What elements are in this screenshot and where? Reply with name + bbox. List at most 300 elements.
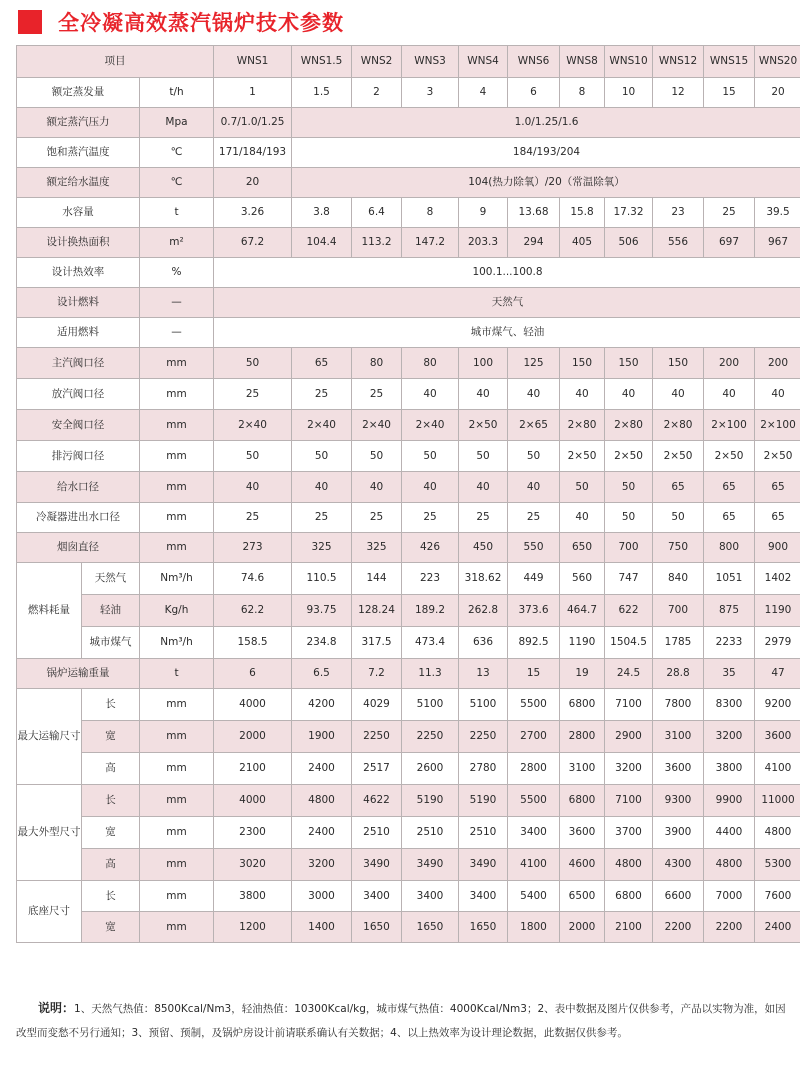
row-unit: mm xyxy=(140,533,214,563)
title-bar xyxy=(18,8,344,36)
row-value: 6.5 xyxy=(292,659,352,689)
row-value: 317.5 xyxy=(352,627,402,659)
row-value: 40 xyxy=(704,379,755,410)
row-value: 40 xyxy=(214,472,292,503)
row-value: 50 xyxy=(292,441,352,472)
table-row xyxy=(17,849,800,881)
row-value: 11.3 xyxy=(402,659,459,689)
row-unit: Nm³/h xyxy=(140,627,214,659)
row-label: 安全阀口径 xyxy=(17,410,140,441)
title-marker xyxy=(18,10,42,34)
row-value: 2×100 xyxy=(755,410,800,441)
row-value: 25 xyxy=(214,379,292,410)
row-value: 3 xyxy=(402,78,459,108)
table-row xyxy=(17,721,800,753)
row-value: 2780 xyxy=(459,753,508,785)
row-value: 697 xyxy=(704,228,755,258)
row-label: 适用燃料 xyxy=(17,318,140,348)
row-value: 2510 xyxy=(459,817,508,849)
row-label: 设计热效率 xyxy=(17,258,140,288)
table-row xyxy=(17,912,800,943)
row-value: 840 xyxy=(653,563,704,595)
row-value: 40 xyxy=(459,472,508,503)
row-value: 1190 xyxy=(755,595,800,627)
table-row xyxy=(17,198,800,228)
row-unit: % xyxy=(140,258,214,288)
row-value: 3100 xyxy=(653,721,704,753)
header-model: WNS20 xyxy=(755,46,800,78)
row-value: 65 xyxy=(653,472,704,503)
row-value: 20 xyxy=(755,78,800,108)
row-unit: — xyxy=(140,318,214,348)
row-unit: mm xyxy=(140,348,214,379)
row-value: 25 xyxy=(402,503,459,533)
row-value: 50 xyxy=(214,441,292,472)
table-row xyxy=(17,785,800,817)
row-value: 200 xyxy=(704,348,755,379)
row-value: 19 xyxy=(560,659,605,689)
row-value: 39.5 xyxy=(755,198,800,228)
row-value: 6800 xyxy=(560,689,605,721)
table-row xyxy=(17,503,800,533)
row-value: 464.7 xyxy=(560,595,605,627)
row-value: 1200 xyxy=(214,912,292,943)
row-value: 3200 xyxy=(704,721,755,753)
row-value: 25 xyxy=(292,379,352,410)
row-value: 892.5 xyxy=(508,627,560,659)
row-value: 900 xyxy=(755,533,800,563)
group-label: 底座尺寸 xyxy=(17,881,82,943)
row-value: 2233 xyxy=(704,627,755,659)
row-value: 3200 xyxy=(292,849,352,881)
row-sublabel: 轻油 xyxy=(82,595,140,627)
row-value: 50 xyxy=(214,348,292,379)
table-row xyxy=(17,753,800,785)
row-value: 2×65 xyxy=(508,410,560,441)
row-value: 4000 xyxy=(214,689,292,721)
row-value: 天然气 xyxy=(214,288,800,318)
row-unit: mm xyxy=(140,817,214,849)
header-model: WNS15 xyxy=(704,46,755,78)
row-value: 9900 xyxy=(704,785,755,817)
row-value: 3400 xyxy=(508,817,560,849)
row-value: 50 xyxy=(560,472,605,503)
row-value: 2100 xyxy=(605,912,653,943)
row-value: 6600 xyxy=(653,881,704,912)
row-value: 622 xyxy=(605,595,653,627)
row-value: 556 xyxy=(653,228,704,258)
row-value: 5100 xyxy=(459,689,508,721)
row-value: 325 xyxy=(352,533,402,563)
row-value: 2400 xyxy=(292,753,352,785)
row-value: 2250 xyxy=(459,721,508,753)
row-value: 450 xyxy=(459,533,508,563)
row-value: 150 xyxy=(653,348,704,379)
row-value: 2510 xyxy=(352,817,402,849)
row-value: 750 xyxy=(653,533,704,563)
row-value: 25 xyxy=(352,503,402,533)
row-value: 2×40 xyxy=(214,410,292,441)
row-value: 405 xyxy=(560,228,605,258)
row-value: 40 xyxy=(560,503,605,533)
row-value: 2600 xyxy=(402,753,459,785)
row-label: 主汽阀口径 xyxy=(17,348,140,379)
row-value: 65 xyxy=(704,472,755,503)
row-value: 2000 xyxy=(214,721,292,753)
table-row xyxy=(17,595,800,627)
row-value: 25 xyxy=(704,198,755,228)
row-value: 40 xyxy=(755,379,800,410)
row-value: 2×80 xyxy=(605,410,653,441)
row-value: 25 xyxy=(352,379,402,410)
table-row xyxy=(17,563,800,595)
row-value: 125 xyxy=(508,348,560,379)
row-value: 4600 xyxy=(560,849,605,881)
row-value: 67.2 xyxy=(214,228,292,258)
table-row xyxy=(17,168,800,198)
row-value: 560 xyxy=(560,563,605,595)
row-value: 50 xyxy=(653,503,704,533)
row-value: 2×80 xyxy=(560,410,605,441)
header-model: WNS8 xyxy=(560,46,605,78)
row-value: 6 xyxy=(214,659,292,689)
row-sublabel: 高 xyxy=(82,753,140,785)
row-unit: Nm³/h xyxy=(140,563,214,595)
row-value: 2900 xyxy=(605,721,653,753)
row-value: 7100 xyxy=(605,785,653,817)
row-value: 1504.5 xyxy=(605,627,653,659)
row-value: 203.3 xyxy=(459,228,508,258)
row-value: 50 xyxy=(605,503,653,533)
header-row xyxy=(17,46,800,78)
row-unit: mm xyxy=(140,849,214,881)
row-value: 80 xyxy=(352,348,402,379)
row-label: 冷凝器进出水口径 xyxy=(17,503,140,533)
row-value: 2×50 xyxy=(653,441,704,472)
row-value: 40 xyxy=(653,379,704,410)
row-value: 1400 xyxy=(292,912,352,943)
row-value: 3490 xyxy=(402,849,459,881)
row-value: 2400 xyxy=(755,912,800,943)
row-value: 50 xyxy=(459,441,508,472)
row-value: 4800 xyxy=(605,849,653,881)
row-value: 4100 xyxy=(508,849,560,881)
row-unit: mm xyxy=(140,721,214,753)
row-value: 13 xyxy=(459,659,508,689)
header-model: WNS6 xyxy=(508,46,560,78)
row-value: 171/184/193 xyxy=(214,138,292,168)
row-value: 3600 xyxy=(560,817,605,849)
row-value: 800 xyxy=(704,533,755,563)
row-value: 25 xyxy=(292,503,352,533)
row-value: 4 xyxy=(459,78,508,108)
row-value: 4800 xyxy=(755,817,800,849)
row-value: 65 xyxy=(292,348,352,379)
row-value: 15.8 xyxy=(560,198,605,228)
row-value: 3490 xyxy=(459,849,508,881)
row-value: 150 xyxy=(560,348,605,379)
row-value: 2517 xyxy=(352,753,402,785)
row-label: 饱和蒸汽温度 xyxy=(17,138,140,168)
row-value: 12 xyxy=(653,78,704,108)
row-value: 35 xyxy=(704,659,755,689)
header-model: WNS1.5 xyxy=(292,46,352,78)
table-row xyxy=(17,410,800,441)
row-value: 25 xyxy=(214,503,292,533)
table-row xyxy=(17,817,800,849)
row-value: 2250 xyxy=(352,721,402,753)
row-value: 65 xyxy=(755,472,800,503)
row-unit: Kg/h xyxy=(140,595,214,627)
row-value: 5100 xyxy=(402,689,459,721)
row-sublabel: 长 xyxy=(82,785,140,817)
row-value: 426 xyxy=(402,533,459,563)
row-value: 650 xyxy=(560,533,605,563)
row-value: 1051 xyxy=(704,563,755,595)
table-row xyxy=(17,627,800,659)
row-value: 6800 xyxy=(560,785,605,817)
spec-table xyxy=(16,45,800,943)
row-value: 50 xyxy=(402,441,459,472)
row-value: 100 xyxy=(459,348,508,379)
row-value: 2200 xyxy=(704,912,755,943)
table-row xyxy=(17,288,800,318)
row-value: 5190 xyxy=(402,785,459,817)
row-value: 40 xyxy=(508,379,560,410)
row-value: 4000 xyxy=(214,785,292,817)
row-value: 3900 xyxy=(653,817,704,849)
row-value: 3600 xyxy=(653,753,704,785)
row-value: 3400 xyxy=(402,881,459,912)
table-row xyxy=(17,108,800,138)
row-value: 110.5 xyxy=(292,563,352,595)
row-value: 3700 xyxy=(605,817,653,849)
row-value: 3100 xyxy=(560,753,605,785)
row-unit: ℃ xyxy=(140,138,214,168)
row-value: 1.5 xyxy=(292,78,352,108)
row-value: 3.8 xyxy=(292,198,352,228)
row-label: 排污阀口径 xyxy=(17,441,140,472)
row-sublabel: 长 xyxy=(82,881,140,912)
row-value: 144 xyxy=(352,563,402,595)
row-value: 10 xyxy=(605,78,653,108)
header-model: WNS2 xyxy=(352,46,402,78)
row-value: 23 xyxy=(653,198,704,228)
row-value: 150 xyxy=(605,348,653,379)
row-value: 3400 xyxy=(352,881,402,912)
row-value: 80 xyxy=(402,348,459,379)
group-label: 燃料耗量 xyxy=(17,563,82,659)
row-value: 9200 xyxy=(755,689,800,721)
row-value: 6500 xyxy=(560,881,605,912)
row-value: 40 xyxy=(402,379,459,410)
row-value: 2300 xyxy=(214,817,292,849)
header-model: WNS4 xyxy=(459,46,508,78)
row-value: 50 xyxy=(605,472,653,503)
row-value: 1402 xyxy=(755,563,800,595)
row-value: 5400 xyxy=(508,881,560,912)
row-value: 1800 xyxy=(508,912,560,943)
row-value: 40 xyxy=(560,379,605,410)
row-label: 额定蒸发量 xyxy=(17,78,140,108)
row-value: 3800 xyxy=(704,753,755,785)
row-value: 9 xyxy=(459,198,508,228)
row-value: 4400 xyxy=(704,817,755,849)
row-value: 40 xyxy=(292,472,352,503)
row-unit: t xyxy=(140,198,214,228)
table-row xyxy=(17,472,800,503)
row-value: 1.0/1.25/1.6 xyxy=(292,108,800,138)
row-label: 设计换热面积 xyxy=(17,228,140,258)
spec-table-body xyxy=(17,46,800,943)
row-unit: — xyxy=(140,288,214,318)
row-value: 2800 xyxy=(560,721,605,753)
row-value: 6.4 xyxy=(352,198,402,228)
row-value: 100.1...100.8 xyxy=(214,258,800,288)
row-value: 2979 xyxy=(755,627,800,659)
row-unit: mm xyxy=(140,689,214,721)
row-value: 200 xyxy=(755,348,800,379)
row-value: 1650 xyxy=(352,912,402,943)
row-value: 24.5 xyxy=(605,659,653,689)
row-value: 47 xyxy=(755,659,800,689)
row-value: 2×100 xyxy=(704,410,755,441)
table-row xyxy=(17,258,800,288)
note xyxy=(16,996,786,1045)
row-value: 2×50 xyxy=(459,410,508,441)
row-value: 7100 xyxy=(605,689,653,721)
row-value: 4622 xyxy=(352,785,402,817)
row-value: 4100 xyxy=(755,753,800,785)
table-row xyxy=(17,318,800,348)
row-value: 0.7/1.0/1.25 xyxy=(214,108,292,138)
row-value: 3200 xyxy=(605,753,653,785)
row-unit: mm xyxy=(140,472,214,503)
row-unit: t/h xyxy=(140,78,214,108)
table-row xyxy=(17,228,800,258)
row-value: 147.2 xyxy=(402,228,459,258)
row-label: 水容量 xyxy=(17,198,140,228)
table-row xyxy=(17,689,800,721)
row-value: 158.5 xyxy=(214,627,292,659)
row-value: 2×50 xyxy=(560,441,605,472)
row-value: 636 xyxy=(459,627,508,659)
table-row xyxy=(17,138,800,168)
row-value: 2×80 xyxy=(653,410,704,441)
row-value: 3400 xyxy=(459,881,508,912)
header-item: 项目 xyxy=(17,46,214,78)
table-row xyxy=(17,881,800,912)
row-value: 11000 xyxy=(755,785,800,817)
row-value: 700 xyxy=(605,533,653,563)
table-row xyxy=(17,379,800,410)
row-unit: mm xyxy=(140,410,214,441)
row-label: 额定蒸汽压力 xyxy=(17,108,140,138)
row-value: 8 xyxy=(560,78,605,108)
header-model: WNS12 xyxy=(653,46,704,78)
row-value: 967 xyxy=(755,228,800,258)
row-value: 449 xyxy=(508,563,560,595)
row-sublabel: 宽 xyxy=(82,721,140,753)
row-value: 40 xyxy=(605,379,653,410)
row-value: 2 xyxy=(352,78,402,108)
row-value: 7000 xyxy=(704,881,755,912)
table-row xyxy=(17,659,800,689)
row-unit: mm xyxy=(140,881,214,912)
row-sublabel: 宽 xyxy=(82,817,140,849)
row-value: 7600 xyxy=(755,881,800,912)
row-value: 40 xyxy=(352,472,402,503)
row-value: 506 xyxy=(605,228,653,258)
row-value: 20 xyxy=(214,168,292,198)
row-value: 3000 xyxy=(292,881,352,912)
row-value: 2×40 xyxy=(352,410,402,441)
row-value: 15 xyxy=(704,78,755,108)
row-value: 5500 xyxy=(508,785,560,817)
row-label: 烟囱直径 xyxy=(17,533,140,563)
row-value: 1650 xyxy=(459,912,508,943)
row-value: 4200 xyxy=(292,689,352,721)
row-value: 262.8 xyxy=(459,595,508,627)
table-row xyxy=(17,533,800,563)
row-value: 4800 xyxy=(292,785,352,817)
row-value: 1900 xyxy=(292,721,352,753)
row-value: 2×50 xyxy=(704,441,755,472)
table-row xyxy=(17,441,800,472)
table-row xyxy=(17,348,800,379)
row-value: 65 xyxy=(704,503,755,533)
row-value: 62.2 xyxy=(214,595,292,627)
row-value: 8 xyxy=(402,198,459,228)
row-value: 2×40 xyxy=(402,410,459,441)
row-unit: m² xyxy=(140,228,214,258)
row-value: 128.24 xyxy=(352,595,402,627)
row-value: 6800 xyxy=(605,881,653,912)
row-value: 2800 xyxy=(508,753,560,785)
row-value: 13.68 xyxy=(508,198,560,228)
row-value: 50 xyxy=(508,441,560,472)
row-value: 104.4 xyxy=(292,228,352,258)
row-unit: t xyxy=(140,659,214,689)
row-value: 65 xyxy=(755,503,800,533)
row-value: 25 xyxy=(459,503,508,533)
row-unit: mm xyxy=(140,753,214,785)
row-value: 1 xyxy=(214,78,292,108)
table-row xyxy=(17,78,800,108)
row-value: 2700 xyxy=(508,721,560,753)
row-value: 40 xyxy=(402,472,459,503)
group-label: 最大外型尺寸 xyxy=(17,785,82,881)
row-value: 17.32 xyxy=(605,198,653,228)
row-value: 473.4 xyxy=(402,627,459,659)
row-label: 放汽阀口径 xyxy=(17,379,140,410)
row-label: 锅炉运输重量 xyxy=(17,659,140,689)
row-value: 4300 xyxy=(653,849,704,881)
row-value: 15 xyxy=(508,659,560,689)
row-value: 3800 xyxy=(214,881,292,912)
row-sublabel: 城市煤气 xyxy=(82,627,140,659)
row-value: 5190 xyxy=(459,785,508,817)
row-value: 3.26 xyxy=(214,198,292,228)
row-value: 40 xyxy=(508,472,560,503)
row-value: 5500 xyxy=(508,689,560,721)
row-value: 223 xyxy=(402,563,459,595)
row-value: 2100 xyxy=(214,753,292,785)
row-value: 2200 xyxy=(653,912,704,943)
row-value: 93.75 xyxy=(292,595,352,627)
row-value: 74.6 xyxy=(214,563,292,595)
row-value: 5300 xyxy=(755,849,800,881)
